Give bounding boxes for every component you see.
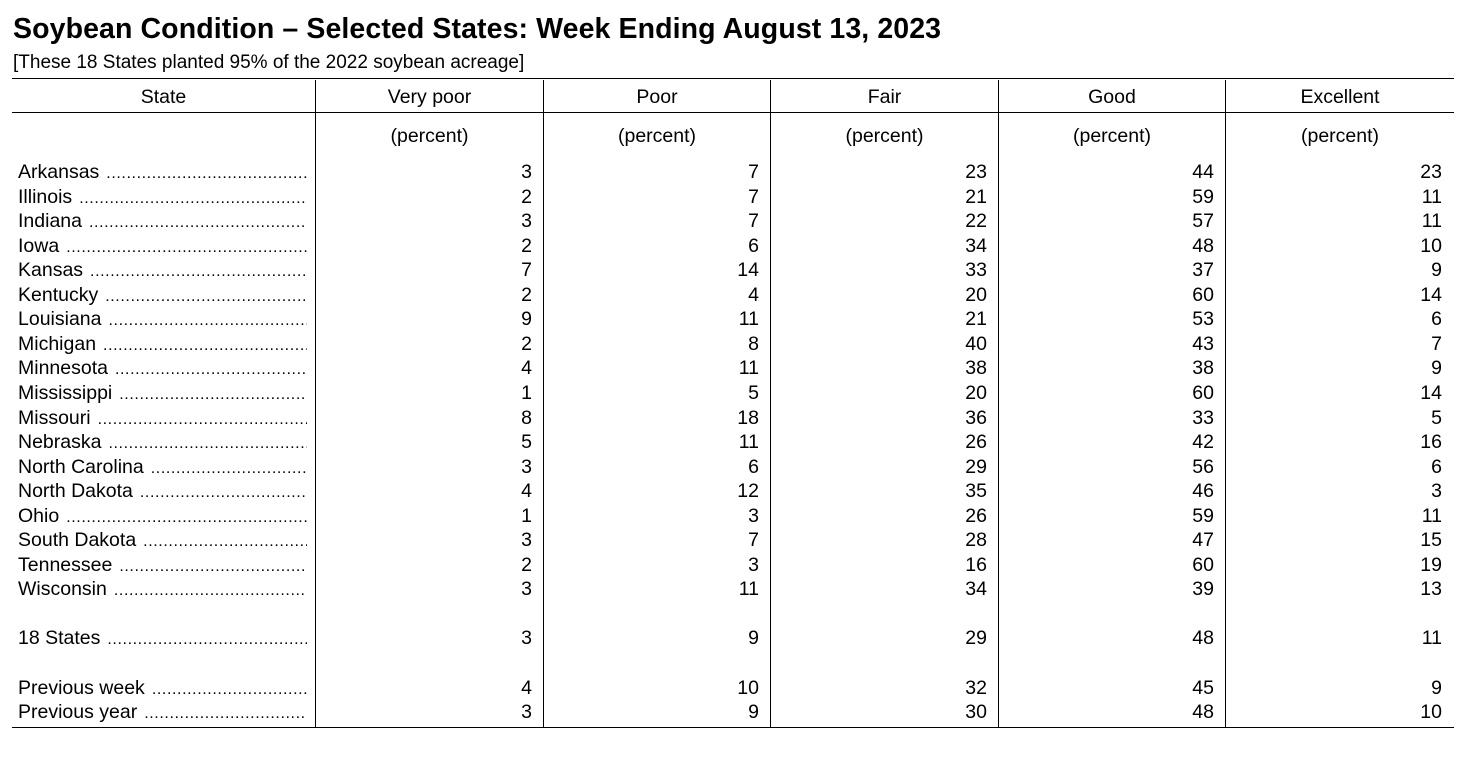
dot-leader bbox=[98, 408, 307, 430]
state-name: North Carolina bbox=[18, 455, 144, 478]
state-cell bbox=[18, 700, 307, 724]
value-very-poor: 2 bbox=[521, 185, 532, 208]
state-cell bbox=[18, 676, 307, 700]
previous-year-row bbox=[0, 700, 1472, 724]
value-excellent: 6 bbox=[1431, 308, 1442, 331]
value-good: 33 bbox=[1192, 406, 1214, 429]
table-row bbox=[0, 577, 1472, 601]
unit-label: (percent) bbox=[617, 125, 697, 147]
value-good: 57 bbox=[1192, 210, 1214, 233]
value-fair: 40 bbox=[965, 332, 987, 355]
dot-leader bbox=[79, 187, 307, 209]
value-very-poor: 7 bbox=[521, 259, 532, 282]
value-good: 38 bbox=[1192, 357, 1214, 380]
value-very-poor: 2 bbox=[521, 234, 532, 257]
state-name: Missouri bbox=[18, 406, 91, 429]
value-very-poor: 3 bbox=[521, 701, 532, 723]
state-name: Ohio bbox=[18, 504, 60, 527]
table-row bbox=[0, 479, 1472, 503]
value-good: 42 bbox=[1192, 431, 1214, 454]
value-poor: 11 bbox=[738, 431, 759, 454]
dot-leader bbox=[140, 481, 307, 503]
state-cell bbox=[18, 504, 307, 528]
value-fair: 26 bbox=[965, 504, 987, 527]
table-row bbox=[0, 332, 1472, 356]
table-row bbox=[0, 234, 1472, 258]
column-header-very-poor: Very poor bbox=[387, 86, 472, 108]
table-row bbox=[0, 528, 1472, 552]
value-very-poor: 4 bbox=[521, 357, 532, 380]
table-row bbox=[0, 356, 1472, 380]
value-very-poor: 4 bbox=[521, 677, 532, 699]
value-excellent: 15 bbox=[1420, 529, 1442, 552]
value-fair: 36 bbox=[965, 406, 987, 429]
state-cell bbox=[18, 406, 307, 430]
state-name: South Dakota bbox=[18, 529, 137, 552]
value-fair: 30 bbox=[965, 701, 987, 723]
value-very-poor: 9 bbox=[521, 308, 532, 331]
value-excellent: 23 bbox=[1420, 161, 1442, 183]
value-excellent: 14 bbox=[1420, 283, 1442, 306]
value-very-poor: 3 bbox=[521, 455, 532, 478]
state-cell bbox=[18, 577, 307, 601]
table-row bbox=[0, 209, 1472, 233]
state-cell bbox=[18, 528, 307, 552]
previous-week-row bbox=[0, 676, 1472, 700]
state-cell bbox=[18, 553, 307, 577]
value-excellent: 5 bbox=[1431, 406, 1442, 429]
state-cell bbox=[18, 332, 307, 356]
dot-leader bbox=[108, 432, 307, 454]
value-poor: 7 bbox=[748, 529, 759, 552]
state-cell bbox=[18, 626, 307, 650]
value-poor: 8 bbox=[748, 332, 759, 355]
value-fair: 23 bbox=[965, 161, 987, 183]
value-excellent: 10 bbox=[1420, 701, 1442, 723]
value-good: 48 bbox=[1192, 627, 1214, 649]
total-row bbox=[0, 626, 1472, 650]
value-fair: 33 bbox=[965, 259, 987, 282]
state-cell bbox=[18, 160, 307, 184]
state-name: Previous week bbox=[18, 677, 145, 699]
value-excellent: 16 bbox=[1420, 431, 1442, 454]
dot-leader bbox=[119, 555, 307, 577]
state-cell bbox=[18, 381, 307, 405]
value-very-poor: 8 bbox=[521, 406, 532, 429]
state-name: Kansas bbox=[18, 259, 84, 282]
value-excellent: 6 bbox=[1431, 455, 1442, 478]
value-very-poor: 3 bbox=[521, 627, 532, 649]
value-good: 39 bbox=[1192, 578, 1214, 601]
value-good: 48 bbox=[1192, 234, 1214, 257]
value-excellent: 7 bbox=[1431, 332, 1442, 355]
table-row bbox=[0, 185, 1472, 209]
value-excellent: 11 bbox=[1421, 504, 1442, 527]
dot-leader bbox=[144, 702, 307, 724]
value-excellent: 19 bbox=[1420, 553, 1442, 576]
value-excellent: 11 bbox=[1421, 185, 1442, 208]
value-very-poor: 3 bbox=[521, 210, 532, 233]
dot-leader bbox=[107, 628, 307, 650]
state-name: Kentucky bbox=[18, 283, 99, 306]
state-cell bbox=[18, 430, 307, 454]
value-good: 60 bbox=[1192, 381, 1214, 404]
value-very-poor: 1 bbox=[521, 504, 532, 527]
state-cell bbox=[18, 479, 307, 503]
value-fair: 32 bbox=[965, 677, 987, 699]
value-good: 59 bbox=[1192, 504, 1214, 527]
value-fair: 35 bbox=[965, 480, 987, 503]
state-name: Mississippi bbox=[18, 381, 113, 404]
value-fair: 21 bbox=[965, 185, 987, 208]
state-name: Wisconsin bbox=[18, 578, 107, 601]
state-name: Arkansas bbox=[18, 161, 100, 183]
header-bottom-rule bbox=[12, 112, 1454, 113]
column-header-excellent: Excellent bbox=[1300, 86, 1380, 108]
value-fair: 21 bbox=[965, 308, 987, 331]
value-poor: 3 bbox=[748, 553, 759, 576]
value-poor: 4 bbox=[748, 283, 759, 306]
value-fair: 34 bbox=[965, 578, 987, 601]
value-excellent: 9 bbox=[1431, 259, 1442, 282]
value-very-poor: 3 bbox=[521, 529, 532, 552]
state-name: Louisiana bbox=[18, 308, 102, 331]
column-header-poor: Poor bbox=[636, 86, 678, 108]
dot-leader bbox=[115, 358, 307, 380]
unit-label: (percent) bbox=[1072, 125, 1152, 147]
state-name: Iowa bbox=[18, 234, 60, 257]
state-name: Michigan bbox=[18, 332, 97, 355]
value-good: 59 bbox=[1192, 185, 1214, 208]
dot-leader bbox=[119, 383, 307, 405]
state-cell bbox=[18, 307, 307, 331]
value-good: 45 bbox=[1192, 677, 1214, 699]
state-cell bbox=[18, 356, 307, 380]
value-very-poor: 5 bbox=[521, 431, 532, 454]
value-good: 43 bbox=[1192, 332, 1214, 355]
state-cell bbox=[18, 283, 307, 307]
value-good: 37 bbox=[1192, 259, 1214, 282]
value-fair: 16 bbox=[965, 553, 987, 576]
table-row bbox=[0, 283, 1472, 307]
value-poor: 9 bbox=[748, 701, 759, 723]
value-excellent: 13 bbox=[1420, 578, 1442, 601]
dot-leader bbox=[66, 236, 307, 258]
value-fair: 29 bbox=[965, 455, 987, 478]
value-excellent: 11 bbox=[1421, 627, 1442, 649]
dot-leader bbox=[108, 309, 307, 331]
table-row bbox=[0, 406, 1472, 430]
value-fair: 20 bbox=[965, 381, 987, 404]
value-very-poor: 2 bbox=[521, 553, 532, 576]
value-excellent: 10 bbox=[1420, 234, 1442, 257]
state-cell bbox=[18, 185, 307, 209]
value-poor: 9 bbox=[748, 627, 759, 649]
value-good: 53 bbox=[1192, 308, 1214, 331]
value-poor: 14 bbox=[737, 259, 759, 282]
table-row bbox=[0, 307, 1472, 331]
dot-leader bbox=[89, 211, 307, 233]
value-excellent: 11 bbox=[1421, 210, 1442, 233]
table-title: Soybean Condition – Selected States: Week Ending August 13, 2023 bbox=[13, 13, 942, 45]
value-good: 44 bbox=[1192, 161, 1214, 183]
dot-leader bbox=[66, 506, 307, 528]
value-fair: 26 bbox=[965, 431, 987, 454]
table-subtitle: [These 18 States planted 95% of the 2022 soybean acreage] bbox=[13, 52, 525, 73]
value-very-poor: 3 bbox=[521, 578, 532, 601]
value-poor: 11 bbox=[738, 308, 759, 331]
state-name: Nebraska bbox=[18, 431, 102, 454]
value-fair: 20 bbox=[965, 283, 987, 306]
value-very-poor: 1 bbox=[521, 381, 532, 404]
value-good: 46 bbox=[1192, 480, 1214, 503]
value-poor: 3 bbox=[748, 504, 759, 527]
value-poor: 18 bbox=[737, 406, 759, 429]
state-cell bbox=[18, 209, 307, 233]
dot-leader bbox=[90, 260, 307, 282]
value-excellent: 3 bbox=[1431, 480, 1442, 503]
value-good: 60 bbox=[1192, 283, 1214, 306]
table-bottom-rule bbox=[12, 727, 1454, 728]
dot-leader bbox=[103, 334, 307, 356]
value-poor: 11 bbox=[738, 578, 759, 601]
value-fair: 28 bbox=[965, 529, 987, 552]
state-name: Illinois bbox=[18, 185, 73, 208]
value-poor: 7 bbox=[748, 210, 759, 233]
value-fair: 34 bbox=[965, 234, 987, 257]
table-row bbox=[0, 430, 1472, 454]
value-good: 47 bbox=[1192, 529, 1214, 552]
unit-label: (percent) bbox=[390, 125, 469, 147]
state-name: Minnesota bbox=[18, 357, 108, 380]
table-row bbox=[0, 553, 1472, 577]
dot-leader bbox=[152, 678, 307, 700]
value-poor: 6 bbox=[748, 455, 759, 478]
value-poor: 12 bbox=[737, 480, 759, 503]
state-name: 18 States bbox=[18, 627, 101, 649]
value-poor: 5 bbox=[748, 381, 759, 404]
table-row bbox=[0, 381, 1472, 405]
value-excellent: 9 bbox=[1431, 677, 1442, 699]
column-header-good: Good bbox=[1088, 86, 1136, 108]
header-top-rule bbox=[12, 78, 1454, 79]
table-row bbox=[0, 455, 1472, 479]
table-row bbox=[0, 504, 1472, 528]
value-good: 48 bbox=[1192, 701, 1214, 723]
state-cell bbox=[18, 258, 307, 282]
dot-leader bbox=[114, 579, 307, 601]
dot-leader bbox=[151, 457, 307, 479]
state-name: Tennessee bbox=[18, 553, 113, 576]
value-fair: 29 bbox=[965, 627, 987, 649]
value-very-poor: 3 bbox=[521, 161, 532, 183]
value-poor: 10 bbox=[737, 677, 759, 699]
value-fair: 22 bbox=[965, 210, 987, 233]
state-cell bbox=[18, 455, 307, 479]
dot-leader bbox=[105, 285, 307, 307]
value-poor: 7 bbox=[748, 185, 759, 208]
value-excellent: 14 bbox=[1420, 381, 1442, 404]
value-very-poor: 4 bbox=[521, 480, 532, 503]
state-name: North Dakota bbox=[18, 480, 133, 503]
table-row bbox=[0, 160, 1472, 184]
value-fair: 38 bbox=[965, 357, 987, 380]
value-very-poor: 2 bbox=[521, 283, 532, 306]
state-name: Previous year bbox=[18, 701, 138, 723]
value-poor: 6 bbox=[748, 234, 759, 257]
unit-label: (percent) bbox=[845, 125, 924, 147]
value-good: 60 bbox=[1192, 553, 1214, 576]
value-poor: 11 bbox=[738, 357, 759, 380]
dot-leader bbox=[143, 530, 307, 552]
state-cell bbox=[18, 234, 307, 258]
column-header-state: State bbox=[140, 86, 187, 108]
column-header-fair: Fair bbox=[867, 86, 902, 108]
value-excellent: 9 bbox=[1431, 357, 1442, 380]
value-very-poor: 2 bbox=[521, 332, 532, 355]
unit-label: (percent) bbox=[1300, 125, 1380, 147]
value-poor: 7 bbox=[748, 161, 759, 183]
value-good: 56 bbox=[1192, 455, 1214, 478]
dot-leader bbox=[106, 162, 307, 184]
table-row bbox=[0, 258, 1472, 282]
state-name: Indiana bbox=[18, 210, 82, 233]
